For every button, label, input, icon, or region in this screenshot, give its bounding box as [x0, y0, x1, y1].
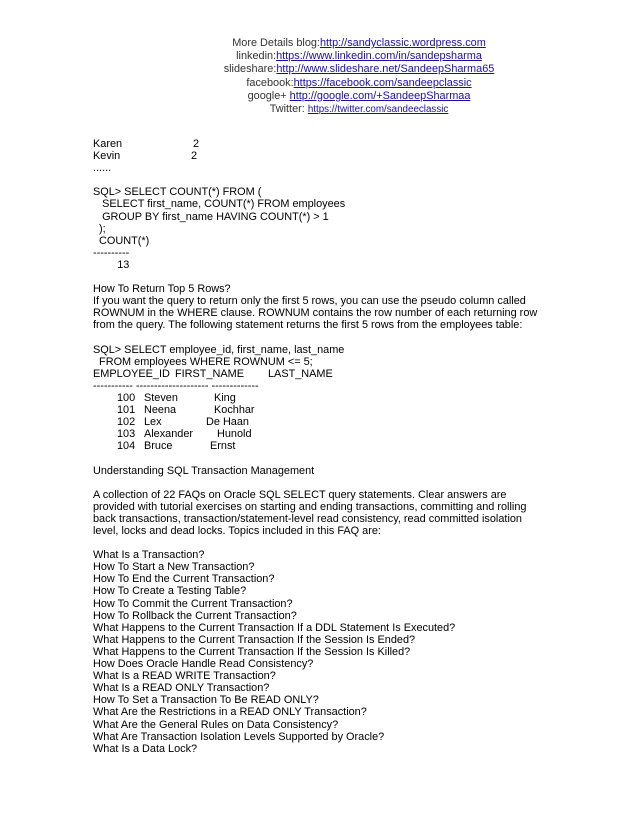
twitter-link[interactable]: https://twitter.com/sandeeclassic: [307, 104, 449, 116]
topic-item: How To Set a Transaction To Be READ ONLY?: [93, 694, 319, 707]
linkedin-link[interactable]: https://www.linkedin.com/in/sandepsharma: [276, 50, 482, 63]
topic-item: How To Commit the Current Transaction?: [93, 597, 293, 610]
count-row: [93, 138, 543, 150]
topic-item: How To Rollback the Current Transaction?: [93, 609, 297, 622]
topic-item: What Happens to the Current Transaction If a DDL Statement Is Executed?: [93, 621, 456, 634]
result-row: [93, 440, 543, 452]
sql-line: COUNT(*): [93, 234, 150, 247]
employee-id: 100: [117, 391, 136, 404]
topic-item: How To Start a New Transaction?: [93, 561, 255, 574]
slideshare-link[interactable]: http://www.slideshare.net/SandeepSharma65: [276, 63, 495, 76]
employee-id: 103: [117, 428, 136, 441]
topic-item: What Are the General Rules on Data Consistency?: [93, 718, 339, 731]
google-link[interactable]: http://google.com/+SandeepSharmaa: [289, 89, 471, 102]
count-row: [93, 150, 543, 162]
twitter-line: Twitter: https://twitter.com/sandeeclassic: [269, 103, 449, 116]
first-name: Lex: [144, 416, 162, 429]
count-value: 2: [191, 150, 198, 163]
topic-item: What Is a Transaction?: [93, 549, 205, 562]
facebook-line: facebook:https://facebook.com/sandeepclassic: [246, 76, 472, 89]
topic-item: What Are Transaction Isolation Levels Supported by Oracle?: [93, 730, 385, 743]
topic-item: What Happens to the Current Transaction If the Session Is Killed?: [93, 645, 411, 658]
linkedin-line: linkedin:https://www.linkedin.com/in/sandepsharma: [236, 50, 482, 63]
last-name: Ernst: [210, 440, 236, 453]
column-header: EMPLOYEE_ID: [93, 367, 170, 380]
result-header-row: [93, 368, 543, 380]
result-row: [93, 404, 543, 416]
count-value: 2: [193, 138, 200, 150]
topic-item: What Is a READ WRITE Transaction?: [93, 670, 276, 683]
last-name: Hunold: [217, 428, 252, 441]
section-heading: Understanding SQL Transaction Management: [93, 464, 315, 477]
last-name: Kochhar: [214, 404, 255, 417]
sql-line: SQL> SELECT employee_id, first_name, last_name: [93, 343, 345, 356]
question-heading: How To Return Top 5 Rows?: [93, 283, 231, 296]
sql-line: SELECT first_name, COUNT(*) FROM employees: [93, 198, 346, 211]
first-name: Neena: [144, 404, 177, 417]
column-header: LAST_NAME: [268, 367, 333, 380]
column-header: FIRST_NAME: [175, 367, 244, 380]
count-name: Karen: [93, 138, 123, 150]
google-line: google+ http://google.com/+SandeepSharmaa: [247, 89, 471, 102]
facebook-link[interactable]: https://facebook.com/sandeepclassic: [293, 76, 472, 89]
first-name: Alexander: [144, 428, 194, 441]
ellipsis: ......: [93, 162, 112, 175]
result-row: [93, 392, 543, 404]
employee-id: 104: [117, 440, 136, 453]
sql-line: );: [93, 222, 106, 235]
document-body: [93, 138, 543, 755]
rownum-explanation: If you want the query to return only the first 5 rows, you can use the pseudo column called ROWNUM in the WHERE clause. ROWNUM contains the row number of each returning row from the query. The following statement returns the first 5 rows from the employees table:: [93, 295, 538, 332]
count-name: Kevin: [93, 150, 121, 163]
contact-header: [200, 37, 518, 116]
blog-line: More Details blog:http://sandyclassic.wordpress.com: [232, 37, 486, 49]
blog-link[interactable]: http://sandyclassic.wordpress.com: [319, 37, 486, 49]
result-row: [93, 416, 543, 428]
sql-line: ----------: [93, 246, 130, 259]
transaction-intro: A collection of 22 FAQs on Oracle SQL SELECT query statements. Clear answers are provided with tutorial exercises on starting and ending transactions, committing and rolling back transactions, transaction/statement-level read consistency, read committed isolation level, locks and dead locks. Topics included in this FAQ are:: [93, 488, 527, 537]
sql-line: 13: [93, 258, 130, 271]
topic-item: How To Create a Testing Table?: [93, 585, 247, 598]
employee-id: 102: [117, 416, 136, 429]
topic-item: How To End the Current Transaction?: [93, 573, 275, 586]
topic-item: How Does Oracle Handle Read Consistency?: [93, 658, 314, 671]
employee-id: 101: [117, 404, 136, 417]
result-row: [93, 428, 543, 440]
first-name: Bruce: [144, 440, 173, 453]
topic-item: What Happens to the Current Transaction If the Session Is Ended?: [93, 633, 416, 646]
sql-line: FROM employees WHERE ROWNUM <= 5;: [93, 355, 313, 368]
sql-line: SQL> SELECT COUNT(*) FROM (: [93, 186, 262, 199]
result-separator: ----------- -------------------- -------------: [93, 379, 259, 392]
topic-item: What Is a Data Lock?: [93, 742, 198, 755]
first-name: Steven: [144, 391, 178, 404]
last-name: De Haan: [206, 416, 249, 429]
topic-item: What Is a READ ONLY Transaction?: [93, 682, 270, 695]
last-name: King: [214, 391, 236, 404]
sql-line: GROUP BY first_name HAVING COUNT(*) > 1: [93, 210, 329, 223]
topic-item: What Are the Restrictions in a READ ONLY Transaction?: [93, 706, 367, 719]
slideshare-line: slideshare:http://www.slideshare.net/SandeepSharma65: [223, 63, 495, 76]
